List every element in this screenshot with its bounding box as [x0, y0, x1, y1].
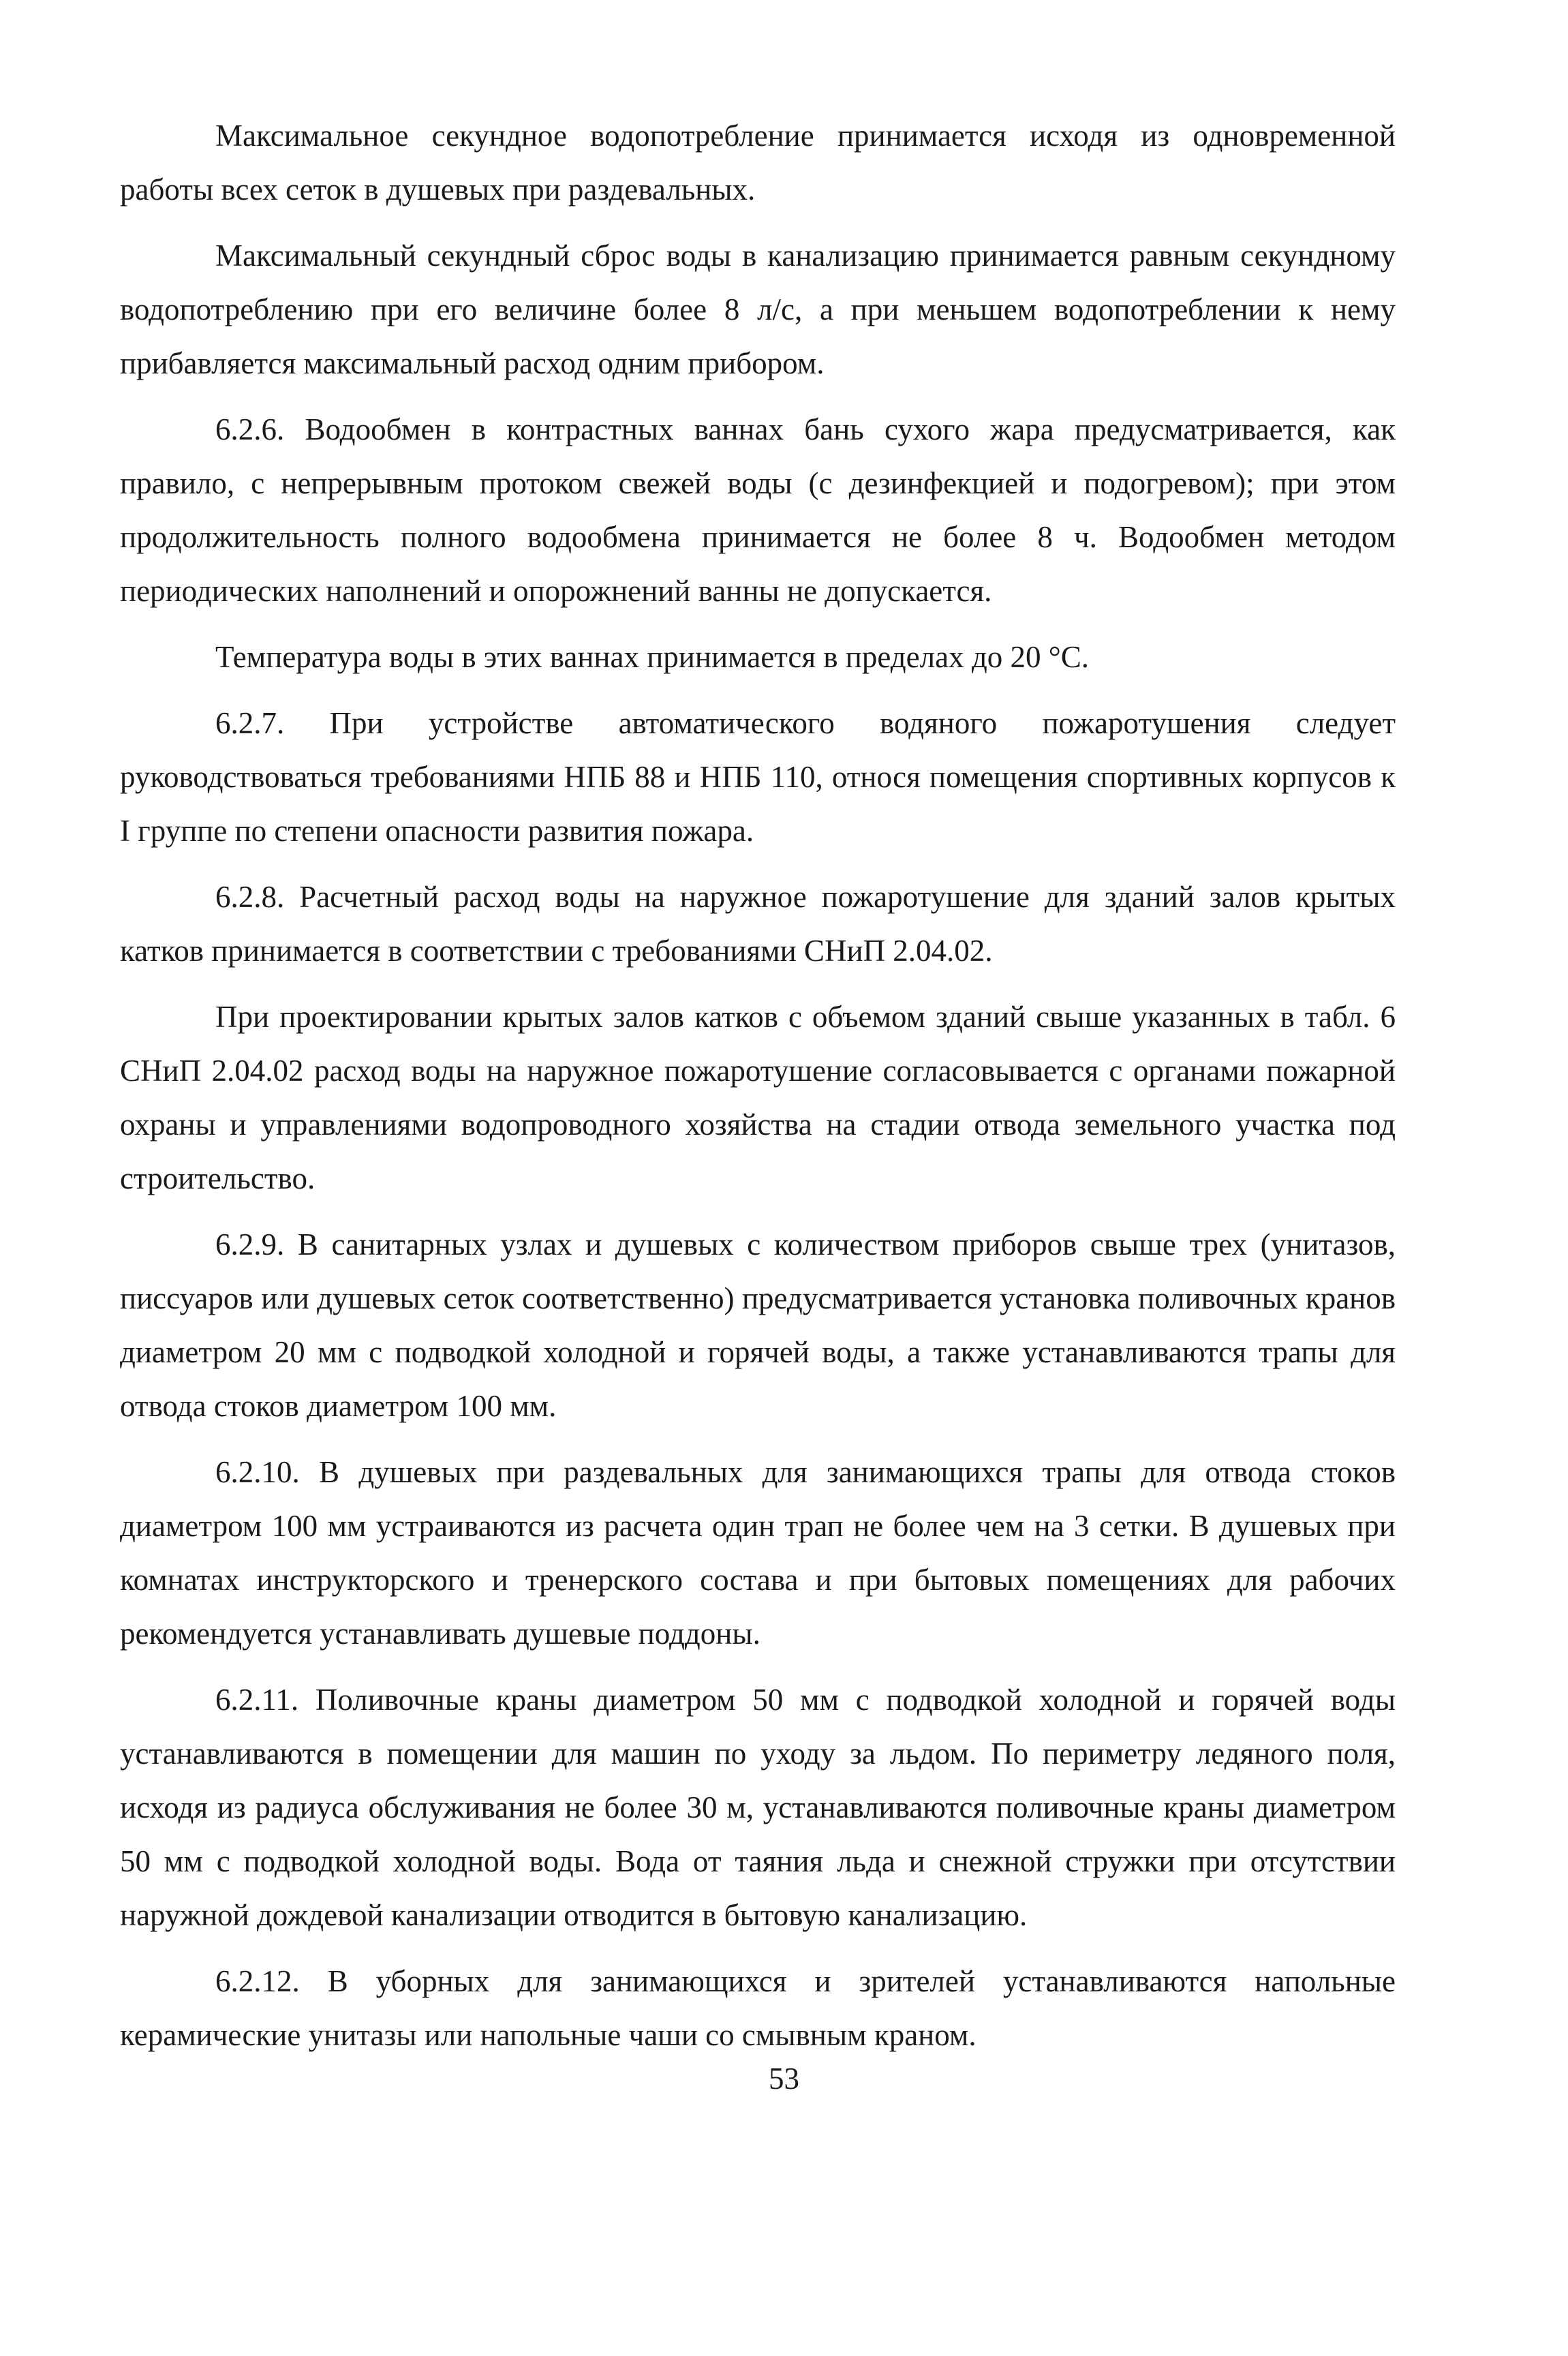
paragraph-6-2-9: 6.2.9. В санитарных узлах и душевых с количеством приборов свыше трех (унитазов, писсуаров или душевых сеток соответственно) предусматривается установка поливочных кранов диаметром 20 мм с подводкой холодной и горячей воды, а также устанавливаются трапы для отвода стоков диаметром 100 мм. — [120, 1227, 1396, 1423]
page-number: 53 — [769, 2062, 799, 2096]
paragraph-6-2-6: 6.2.6. Водообмен в контрастных ваннах бань сухого жара предусматривается, как правило, с непрерывным протоком свежей воды (с дезинфекцией и подогревом); при этом продолжительность полного водообмена принимается не более 8 ч. Водообмен методом периодических наполнений и опорожнений ванны не допускается. — [120, 412, 1396, 608]
paragraph-bath-temperature: Температура воды в этих ваннах принимается в пределах до 20 °С. — [215, 640, 1089, 674]
paragraph-6-2-12: 6.2.12. В уборных для занимающихся и зрителей устанавливаются напольные керамические унитазы или напольные чаши со смывным краном. — [120, 1964, 1396, 2052]
paragraph-rink-design: При проектировании крытых залов катков с объемом зданий свыше указанных в табл. 6 СНиП 2.04.02 расход воды на наружное пожаротушение согласовывается с органами пожарной охраны и управлениями водопроводного хозяйства на стадии отвода земельного участка под строительство. — [120, 1000, 1396, 1195]
body-text — [120, 109, 1396, 2075]
paragraph-6-2-8: 6.2.8. Расчетный расход воды на наружное пожаротушение для зданий залов крытых катков принимается в соответствии с требованиями СНиП 2.04.02. — [120, 880, 1396, 968]
paragraph-6-2-10: 6.2.10. В душевых при раздевальных для занимающихся трапы для отвода стоков диаметром 100 мм устраиваются из расчета один трап не более чем на 3 сетки. В душевых при комнатах инструкторского и тренерского состава и при бытовых помещениях для рабочих рекомендуется устанавливать душевые поддоны. — [120, 1455, 1396, 1651]
paragraph-water-consumption: Максимальное секундное водопотребление принимается исходя из одновременной работы всех сеток в душевых при раздевальных. — [120, 119, 1396, 206]
paragraph-6-2-11: 6.2.11. Поливочные краны диаметром 50 мм с подводкой холодной и горячей воды устанавливаются в помещении для машин по уходу за льдом. По периметру ледяного поля, исходя из радиуса обслуживания не более 30 м, устанавливаются поливочные краны диаметром 50 мм с подводкой холодной воды. Вода от таяния льда и снежной стружки при отсутствии наружной дождевой канализации отводится в бытовую канализацию. — [120, 1683, 1396, 1932]
paragraph-sewer-discharge: Максимальный секундный сброс воды в канализацию принимается равным секундному водопотреблению при его величине более 8 л/с, а при меньшем водопотреблении к нему прибавляется максимальный расход одним прибором. — [120, 239, 1396, 380]
paragraph-6-2-7: 6.2.7. При устройстве автоматического водяного пожаротушения следует руководствоваться требованиями НПБ 88 и НПБ 110, относя помещения спортивных корпусов к I группе по степени опасности развития пожара. — [120, 706, 1396, 848]
